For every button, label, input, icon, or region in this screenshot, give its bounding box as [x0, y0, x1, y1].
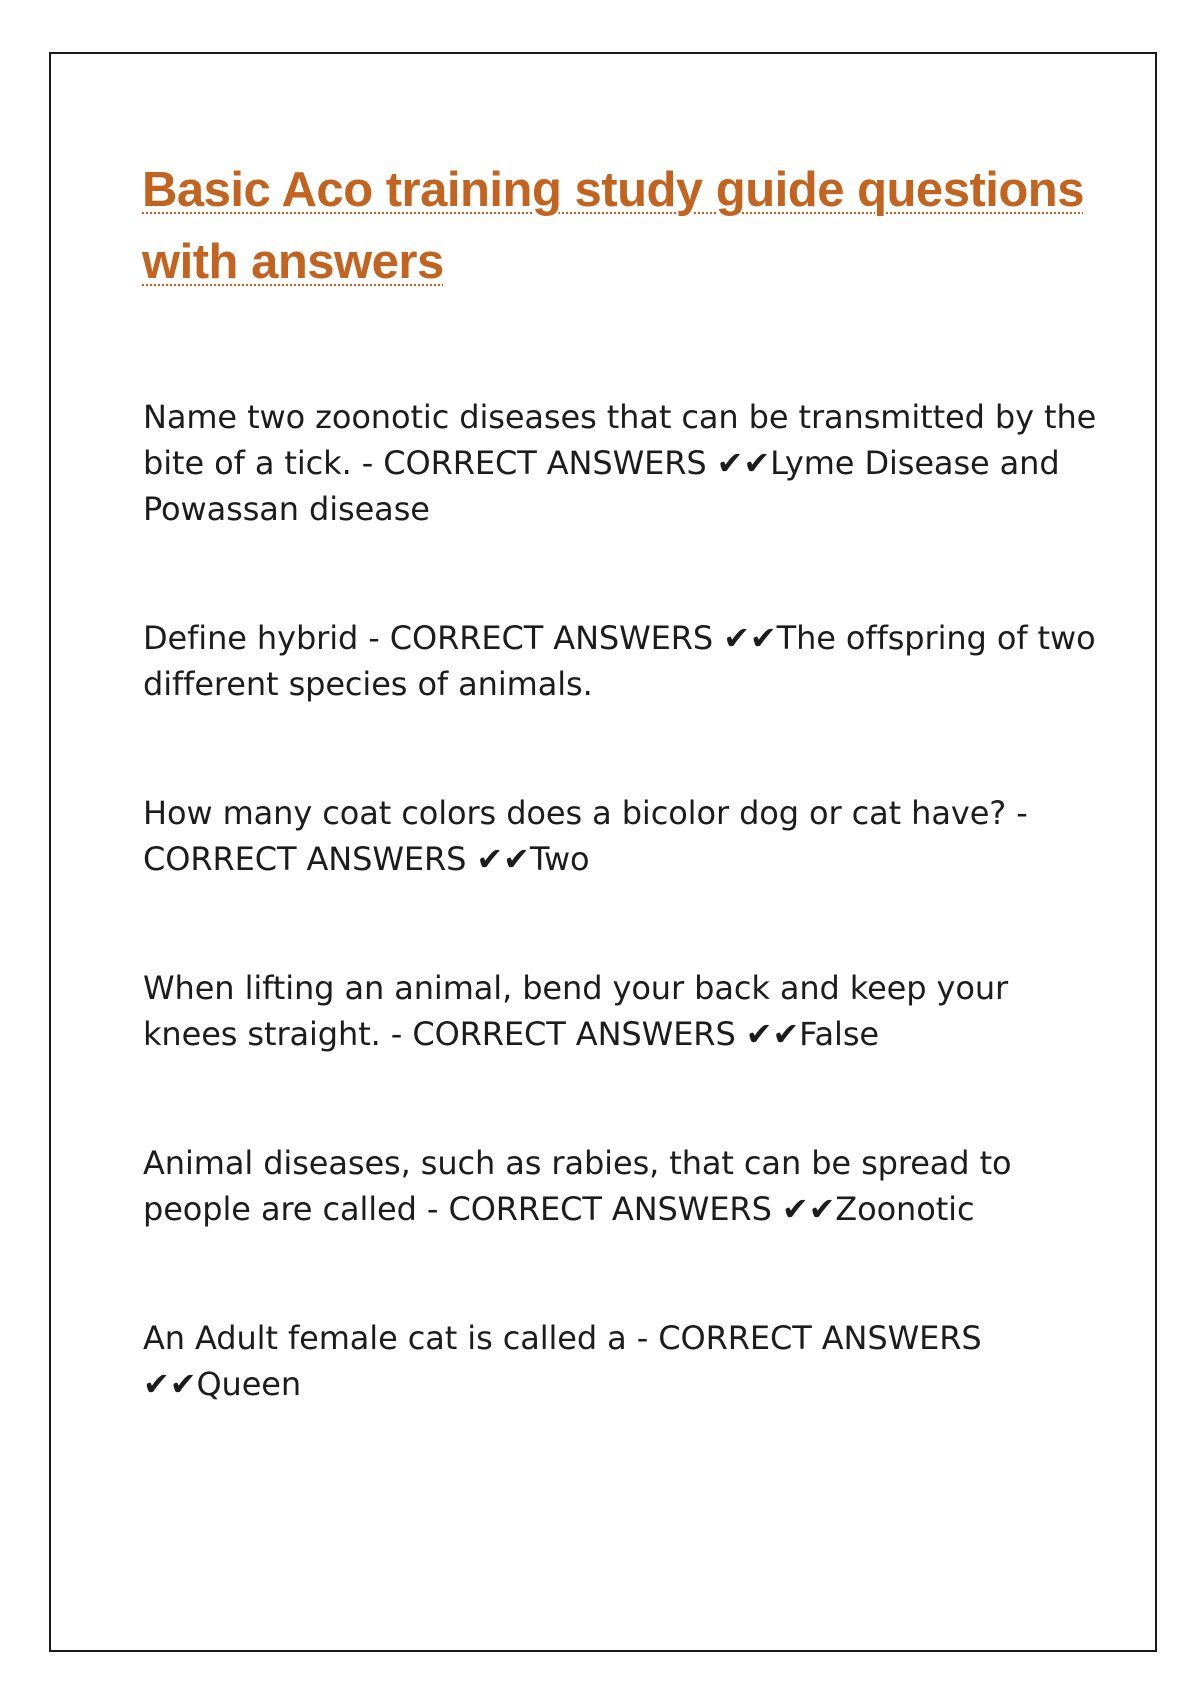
- qa-answer: False: [799, 1015, 879, 1053]
- qa-question: An Adult female cat is called a: [143, 1319, 627, 1357]
- qa-item: [143, 615, 1103, 707]
- qa-answer: Queen: [196, 1365, 302, 1403]
- qa-answer: Lyme Disease and Powassan disease: [143, 444, 1060, 528]
- qa-question: When lifting an animal, bend your back and keep your knees straight.: [143, 969, 1009, 1053]
- qa-item: [143, 1315, 1103, 1407]
- qa-answer-marker: - CORRECT ANSWERS ✔✔: [143, 794, 1028, 878]
- qa-item: [143, 394, 1103, 532]
- qa-answer-marker: - CORRECT ANSWERS ✔✔: [416, 1190, 836, 1228]
- qa-question: Animal diseases, such as rabies, that can be spread to people are called: [143, 1144, 1012, 1228]
- qa-question: Define hybrid: [143, 619, 359, 657]
- document-title: [142, 154, 1102, 298]
- qa-answer-marker: - CORRECT ANSWERS ✔✔: [358, 619, 777, 657]
- qa-question: How many coat colors does a bicolor dog or cat have?: [143, 794, 1007, 832]
- qa-answer: The offspring of two different species of animals.: [143, 619, 1096, 703]
- document-page: [49, 52, 1157, 1652]
- document-title-text: Basic Aco training study guide questions with answers: [142, 163, 1084, 289]
- qa-item: [143, 1140, 1103, 1232]
- qa-item: [143, 965, 1103, 1057]
- qa-question: Name two zoonotic diseases that can be transmitted by the bite of a tick.: [143, 398, 1097, 482]
- qa-answer: Zoonotic: [835, 1190, 975, 1228]
- qa-answer-marker: - CORRECT ANSWERS ✔✔: [351, 444, 771, 482]
- qa-answer: Two: [529, 840, 590, 878]
- qa-item: [143, 790, 1103, 882]
- qa-answer-marker: - CORRECT ANSWERS ✔✔: [143, 1319, 982, 1403]
- qa-answer-marker: - CORRECT ANSWERS ✔✔: [380, 1015, 800, 1053]
- qa-list: [143, 394, 1103, 1490]
